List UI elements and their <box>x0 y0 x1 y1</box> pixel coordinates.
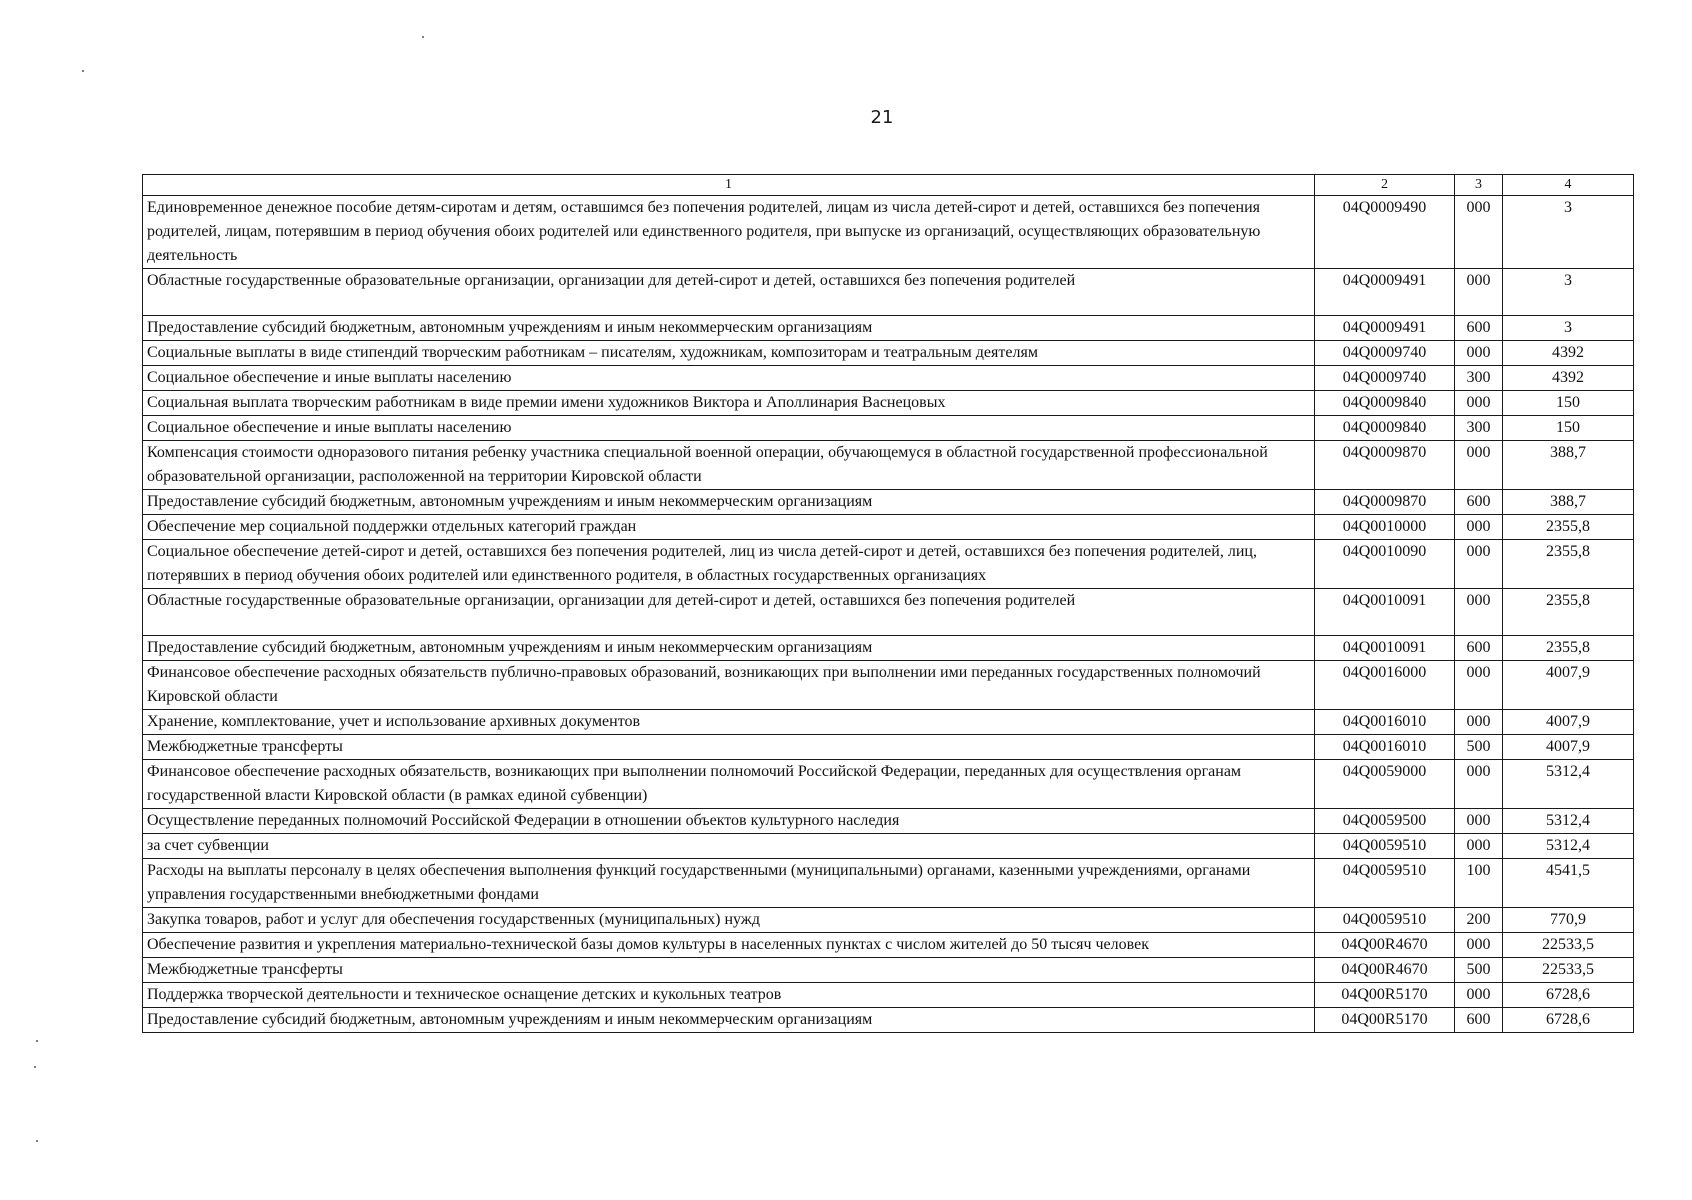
target-code-cell: 04Q0009870 <box>1315 490 1455 515</box>
target-code-cell: 04Q0010000 <box>1315 515 1455 540</box>
target-code-cell: 04Q0010090 <box>1315 540 1455 589</box>
target-code-cell: 04Q0009740 <box>1315 366 1455 391</box>
target-code-cell: 04Q00R5170 <box>1315 983 1455 1008</box>
table-row <box>143 859 1634 908</box>
expense-name-cell: Единовременное денежное пособие детям-сиротам и детям, оставшимся без попечения родителей, лицам из числа детей-сирот и детей, оставшихся без попечения родителей, лицам, потерявшим в период обучения обоих родителей или единственного родителя, при выпуске из организаций, осуществляющих образовательную деятельность <box>143 196 1315 269</box>
table-row <box>143 441 1634 490</box>
target-code-cell: 04Q0059510 <box>1315 834 1455 859</box>
table-row <box>143 710 1634 735</box>
expense-name-cell: Финансовое обеспечение расходных обязательств публично-правовых образований, возникающих при выполнении ими переданных государственных полномочий Кировской области <box>143 661 1315 710</box>
table-row <box>143 760 1634 809</box>
expense-type-cell: 300 <box>1455 416 1503 441</box>
expense-type-cell: 600 <box>1455 316 1503 341</box>
expense-name-cell: Финансовое обеспечение расходных обязательств, возникающих при выполнении полномочий Российской Федерации, переданных для осуществления органам государственной власти Кировской области (в рамках единой субвенции) <box>143 760 1315 809</box>
amount-cell: 22533,5 <box>1503 958 1634 983</box>
target-code-cell: 04Q00R4670 <box>1315 933 1455 958</box>
table-row <box>143 661 1634 710</box>
amount-cell: 22533,5 <box>1503 933 1634 958</box>
expense-name-cell: Межбюджетные трансферты <box>143 958 1315 983</box>
amount-cell: 770,9 <box>1503 908 1634 933</box>
scan-speck <box>82 70 84 72</box>
target-code-cell: 04Q0009840 <box>1315 416 1455 441</box>
amount-cell: 2355,8 <box>1503 515 1634 540</box>
expense-type-cell: 000 <box>1455 515 1503 540</box>
table-row <box>143 416 1634 441</box>
expense-type-cell: 000 <box>1455 760 1503 809</box>
expense-name-cell: Областные государственные образовательные организации, организации для детей-сирот и детей, оставшихся без попечения родителей <box>143 589 1315 636</box>
table-row <box>143 933 1634 958</box>
amount-cell: 4007,9 <box>1503 735 1634 760</box>
table-row <box>143 269 1634 316</box>
expense-name-cell: Компенсация стоимости одноразового питания ребенку участника специальной военной операции, обучающемуся в областной государственной профессиональной образовательной организации, расположенной на территории Кировской области <box>143 441 1315 490</box>
table-row <box>143 490 1634 515</box>
amount-cell: 4007,9 <box>1503 710 1634 735</box>
table-row <box>143 983 1634 1008</box>
table-row <box>143 834 1634 859</box>
target-code-cell: 04Q0016000 <box>1315 661 1455 710</box>
expense-type-cell: 100 <box>1455 859 1503 908</box>
amount-cell: 4007,9 <box>1503 661 1634 710</box>
amount-cell: 6728,6 <box>1503 1008 1634 1033</box>
expense-type-cell: 600 <box>1455 1008 1503 1033</box>
column-header-3: 3 <box>1455 175 1503 196</box>
target-code-cell: 04Q0009491 <box>1315 269 1455 316</box>
expense-type-cell: 000 <box>1455 391 1503 416</box>
amount-cell: 4541,5 <box>1503 859 1634 908</box>
amount-cell: 3 <box>1503 316 1634 341</box>
expense-name-cell: Обеспечение развития и укрепления материально-технической базы домов культуры в населенных пунктах с числом жителей до 50 тысяч человек <box>143 933 1315 958</box>
table-row <box>143 196 1634 269</box>
expense-type-cell: 000 <box>1455 269 1503 316</box>
scan-speck <box>34 1066 36 1068</box>
table-row <box>143 735 1634 760</box>
expense-type-cell: 000 <box>1455 196 1503 269</box>
expense-name-cell: Предоставление субсидий бюджетным, автономным учреждениям и иным некоммерческим организациям <box>143 636 1315 661</box>
table-row <box>143 809 1634 834</box>
expense-type-cell: 600 <box>1455 636 1503 661</box>
expense-name-cell: Предоставление субсидий бюджетным, автономным учреждениям и иным некоммерческим организациям <box>143 490 1315 515</box>
table-row <box>143 366 1634 391</box>
expense-name-cell: Предоставление субсидий бюджетным, автономным учреждениям и иным некоммерческим организациям <box>143 316 1315 341</box>
amount-cell: 4392 <box>1503 366 1634 391</box>
expense-type-cell: 500 <box>1455 735 1503 760</box>
amount-cell: 388,7 <box>1503 441 1634 490</box>
expense-type-cell: 000 <box>1455 710 1503 735</box>
amount-cell: 6728,6 <box>1503 983 1634 1008</box>
target-code-cell: 04Q0009491 <box>1315 316 1455 341</box>
expense-name-cell: Осуществление переданных полномочий Российской Федерации в отношении объектов культурного наследия <box>143 809 1315 834</box>
expense-name-cell: Хранение, комплектование, учет и использование архивных документов <box>143 710 1315 735</box>
table-row <box>143 589 1634 636</box>
target-code-cell: 04Q0016010 <box>1315 710 1455 735</box>
target-code-cell: 04Q00R5170 <box>1315 1008 1455 1033</box>
amount-cell: 5312,4 <box>1503 809 1634 834</box>
table-row <box>143 341 1634 366</box>
budget-table <box>142 174 1634 1033</box>
table-row <box>143 908 1634 933</box>
amount-cell: 5312,4 <box>1503 760 1634 809</box>
expense-type-cell: 000 <box>1455 933 1503 958</box>
expense-name-cell: Социальная выплата творческим работникам в виде премии имени художников Виктора и Аполлинария Васнецовых <box>143 391 1315 416</box>
table-row <box>143 540 1634 589</box>
expense-type-cell: 000 <box>1455 661 1503 710</box>
expense-name-cell: Обеспечение мер социальной поддержки отдельных категорий граждан <box>143 515 1315 540</box>
column-header-2: 2 <box>1315 175 1455 196</box>
target-code-cell: 04Q0009740 <box>1315 341 1455 366</box>
target-code-cell: 04Q0010091 <box>1315 636 1455 661</box>
target-code-cell: 04Q0009870 <box>1315 441 1455 490</box>
expense-type-cell: 300 <box>1455 366 1503 391</box>
amount-cell: 150 <box>1503 416 1634 441</box>
expense-type-cell: 000 <box>1455 540 1503 589</box>
expense-type-cell: 200 <box>1455 908 1503 933</box>
table-row <box>143 316 1634 341</box>
column-header-4: 4 <box>1503 175 1634 196</box>
expense-name-cell: Социальное обеспечение и иные выплаты населению <box>143 366 1315 391</box>
scan-speck <box>36 1140 38 1142</box>
target-code-cell: 04Q0009840 <box>1315 391 1455 416</box>
target-code-cell: 04Q0009490 <box>1315 196 1455 269</box>
scan-speck <box>422 36 424 38</box>
expense-name-cell: за счет субвенции <box>143 834 1315 859</box>
table-row <box>143 391 1634 416</box>
target-code-cell: 04Q0059000 <box>1315 760 1455 809</box>
target-code-cell: 04Q0016010 <box>1315 735 1455 760</box>
table-row <box>143 958 1634 983</box>
column-header-1: 1 <box>143 175 1315 196</box>
expense-type-cell: 600 <box>1455 490 1503 515</box>
table-row <box>143 515 1634 540</box>
expense-name-cell: Социальное обеспечение детей-сирот и детей, оставшихся без попечения родителей, лиц из числа детей-сирот и детей, оставшихся без попечения родителей, лиц, потерявших в период обучения обоих родителей или единственного родителя, в областных государственных организациях <box>143 540 1315 589</box>
expense-name-cell: Поддержка творческой деятельности и техническое оснащение детских и кукольных театров <box>143 983 1315 1008</box>
amount-cell: 388,7 <box>1503 490 1634 515</box>
amount-cell: 4392 <box>1503 341 1634 366</box>
expense-name-cell: Закупка товаров, работ и услуг для обеспечения государственных (муниципальных) нужд <box>143 908 1315 933</box>
amount-cell: 2355,8 <box>1503 589 1634 636</box>
expense-name-cell: Расходы на выплаты персоналу в целях обеспечения выполнения функций государственными (муниципальными) органами, казенными учреждениями, органами управления государственными внебюджетными фондами <box>143 859 1315 908</box>
expense-type-cell: 000 <box>1455 983 1503 1008</box>
target-code-cell: 04Q0059510 <box>1315 908 1455 933</box>
expense-type-cell: 000 <box>1455 809 1503 834</box>
expense-type-cell: 000 <box>1455 834 1503 859</box>
target-code-cell: 04Q0059510 <box>1315 859 1455 908</box>
expense-type-cell: 000 <box>1455 341 1503 366</box>
amount-cell: 2355,8 <box>1503 540 1634 589</box>
amount-cell: 3 <box>1503 269 1634 316</box>
page-number: 21 <box>870 107 894 128</box>
amount-cell: 2355,8 <box>1503 636 1634 661</box>
target-code-cell: 04Q0010091 <box>1315 589 1455 636</box>
amount-cell: 5312,4 <box>1503 834 1634 859</box>
table-row <box>143 1008 1634 1033</box>
table-body <box>143 196 1634 1033</box>
expense-type-cell: 500 <box>1455 958 1503 983</box>
scan-speck <box>36 1040 38 1042</box>
expense-name-cell: Предоставление субсидий бюджетным, автономным учреждениям и иным некоммерческим организациям <box>143 1008 1315 1033</box>
expense-type-cell: 000 <box>1455 589 1503 636</box>
table-row <box>143 636 1634 661</box>
target-code-cell: 04Q0059500 <box>1315 809 1455 834</box>
expense-name-cell: Межбюджетные трансферты <box>143 735 1315 760</box>
amount-cell: 3 <box>1503 196 1634 269</box>
expense-name-cell: Социальное обеспечение и иные выплаты населению <box>143 416 1315 441</box>
target-code-cell: 04Q00R4670 <box>1315 958 1455 983</box>
header-row <box>143 175 1634 196</box>
amount-cell: 150 <box>1503 391 1634 416</box>
expense-name-cell: Социальные выплаты в виде стипендий творческим работникам – писателям, художникам, композиторам и театральным деятелям <box>143 341 1315 366</box>
expense-type-cell: 000 <box>1455 441 1503 490</box>
expense-name-cell: Областные государственные образовательные организации, организации для детей-сирот и детей, оставшихся без попечения родителей <box>143 269 1315 316</box>
